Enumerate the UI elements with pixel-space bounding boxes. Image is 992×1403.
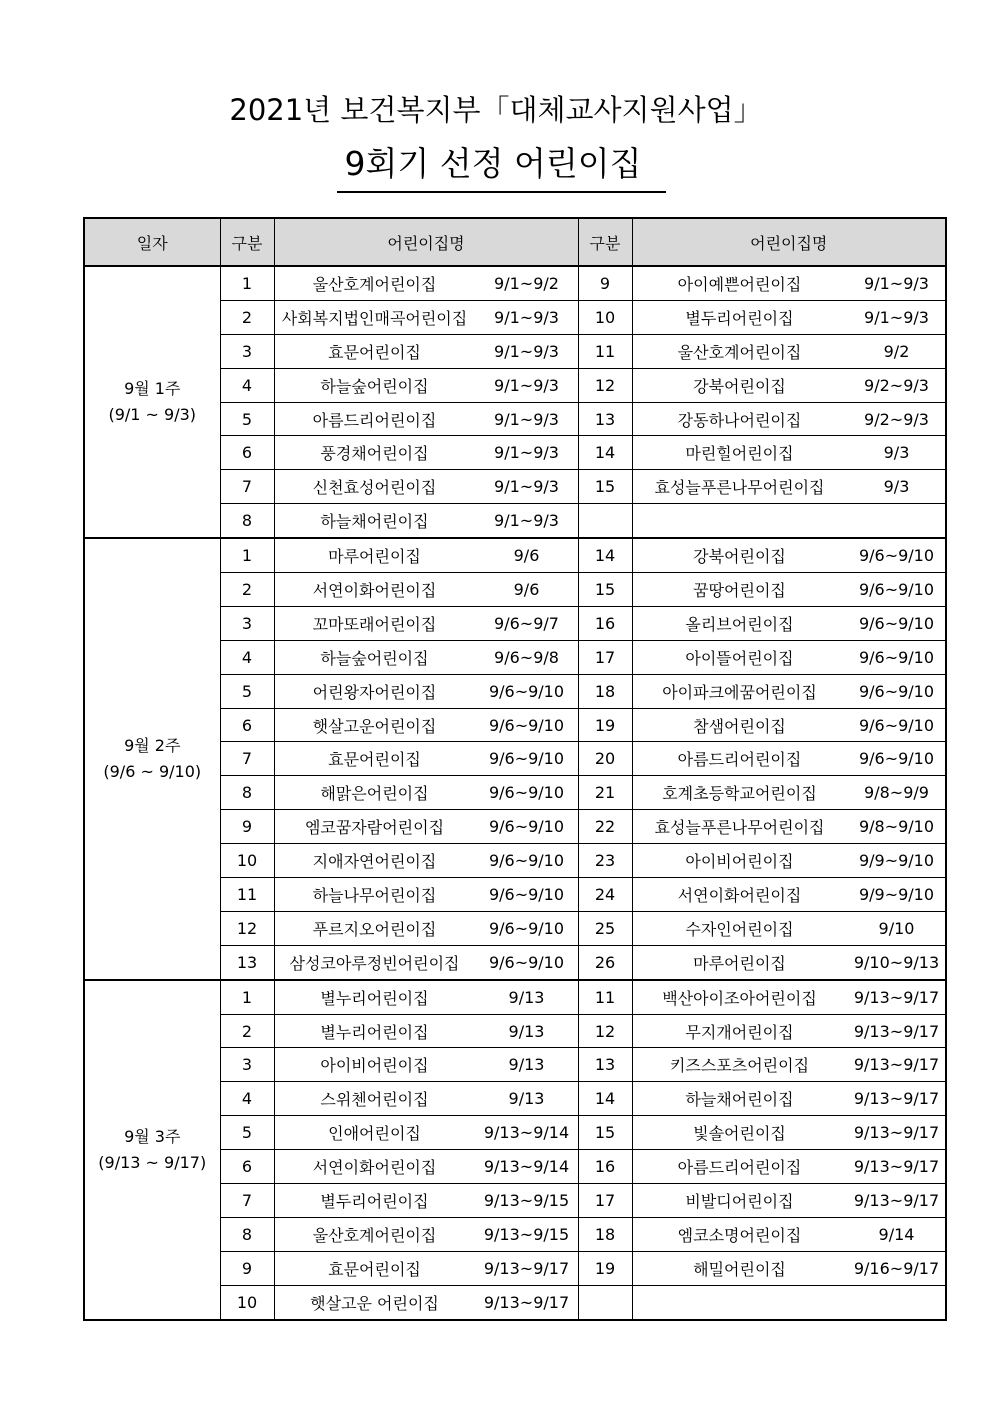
center-dates: 9/1~9/3 [494,511,559,531]
center-name: 엠코소명어린이집 [677,1225,802,1245]
division-number [578,504,632,538]
center-name: 마린힐어린이집 [685,444,794,464]
center-name: 서연이화어린이집 [312,580,437,600]
division-number: 4 [220,368,274,402]
center-name: 해밀어린이집 [693,1259,786,1279]
center-dates: 9/6~9/10 [488,715,565,735]
center-dates: 9/6~9/10 [858,579,935,599]
center-dates: 9/13~9/15 [483,1190,570,1210]
center-dates: 9/6~9/10 [488,749,565,769]
division-number: 14 [578,538,632,572]
center-name: 별누리어린이집 [320,988,429,1008]
center-dates: 9/8~9/9 [864,783,929,803]
center-dates: 9/1~9/3 [494,409,559,429]
division-number: 11 [578,334,632,368]
center-name: 풍경채어린이집 [320,444,429,464]
division-number: 15 [578,573,632,607]
center-cell [632,368,946,402]
center-name: 아름드리어린이집 [312,410,437,430]
center-cell [274,300,578,334]
week-range: (9/13 ~ 9/17) [98,1152,207,1172]
center-dates: 9/6 [513,546,540,566]
division-number: 25 [578,911,632,945]
center-cell [632,945,946,979]
center-name: 수자인어린이집 [685,919,794,939]
division-number: 7 [220,742,274,776]
center-cell [632,606,946,640]
center-cell [632,436,946,470]
center-cell [274,538,578,572]
center-cell [632,1014,946,1048]
center-name: 하늘숲어린이집 [320,376,429,396]
week-group [84,538,946,980]
division-number: 3 [220,606,274,640]
center-dates: 9/6~9/10 [858,715,935,735]
center-dates: 9/1~9/3 [494,477,559,497]
center-dates: 9/13 [508,1055,545,1075]
center-name: 아름드리어린이집 [677,1158,802,1178]
center-name: 햇살고운 어린이집 [310,1293,439,1313]
center-cell [274,1116,578,1150]
center-dates: 9/13~9/14 [483,1123,570,1143]
document-subtitle [0,138,992,193]
center-name: 해맑은어린이집 [320,784,429,804]
center-name: 효성늘푸른나무어린이집 [654,478,825,498]
center-dates: 9/13 [508,987,545,1007]
division-number: 23 [578,844,632,878]
division-number: 1 [220,538,274,572]
table-header-row [84,218,946,266]
center-name: 엠코꿈자람어린이집 [304,818,445,838]
center-name: 강북어린이집 [693,376,786,396]
center-cell [632,538,946,572]
center-dates: 9/6 [513,579,540,599]
center-cell [632,300,946,334]
division-number: 3 [220,1048,274,1082]
center-dates: 9/6~9/7 [494,613,559,633]
division-number: 17 [578,640,632,674]
header-name-1: 어린이집명 [274,218,578,266]
center-dates: 9/13~9/17 [483,1258,570,1278]
center-dates: 9/10~9/13 [853,952,940,972]
center-cell [632,980,946,1014]
division-number: 17 [578,1184,632,1218]
center-cell [632,674,946,708]
center-name: 아이비어린이집 [320,1056,429,1076]
center-dates: 9/2~9/3 [864,375,929,395]
center-name: 푸르지오어린이집 [312,919,437,939]
center-name: 하늘채어린이집 [685,1090,794,1110]
division-number: 16 [578,606,632,640]
table-row [84,538,946,572]
center-name: 아이파크에꿈어린이집 [662,682,817,702]
center-dates: 9/6~9/10 [488,851,565,871]
center-dates: 9/6~9/10 [488,817,565,837]
center-dates: 9/6~9/10 [858,613,935,633]
center-cell [274,1184,578,1218]
center-cell [274,1082,578,1116]
center-cell [632,640,946,674]
center-cell [632,402,946,436]
center-dates: 9/2 [883,341,910,361]
center-dates: 9/6~9/8 [494,647,559,667]
division-number: 8 [220,504,274,538]
division-number: 9 [220,1251,274,1285]
center-name: 아름드리어린이집 [677,750,802,770]
center-name: 효문어린이집 [328,1259,421,1279]
division-number: 2 [220,573,274,607]
table-row [84,980,946,1014]
center-dates: 9/13~9/17 [853,1190,940,1210]
center-name: 삼성코아루정빈어린이집 [289,953,460,973]
header-name-2: 어린이집명 [632,218,946,266]
center-name: 울산호계어린이집 [312,274,437,294]
center-name: 강북어린이집 [693,547,786,567]
center-cell [632,878,946,912]
division-number: 14 [578,1082,632,1116]
division-number: 15 [578,1116,632,1150]
center-name: 효문어린이집 [328,750,421,770]
division-number: 11 [578,980,632,1014]
center-cell [274,266,578,300]
center-name: 참샘어린이집 [693,716,786,736]
center-dates: 9/6~9/10 [858,647,935,667]
division-number: 16 [578,1150,632,1184]
center-name: 비발디어린이집 [685,1191,794,1211]
center-name: 하늘나무어린이집 [312,885,437,905]
center-dates: 9/1~9/3 [864,273,929,293]
center-dates: 9/6~9/10 [488,884,565,904]
center-name: 서연이화어린이집 [312,1158,437,1178]
center-cell [274,708,578,742]
center-name: 꼬마또래어린이집 [312,614,437,634]
center-name: 마루어린이집 [328,547,421,567]
center-dates: 9/6~9/10 [488,681,565,701]
division-number: 8 [220,776,274,810]
center-dates: 9/10 [878,918,915,938]
division-number: 5 [220,1116,274,1150]
division-number: 20 [578,742,632,776]
center-name: 아이예쁜어린이집 [677,274,802,294]
center-cell [274,470,578,504]
center-name: 별누리어린이집 [320,1022,429,1042]
center-cell [274,911,578,945]
center-cell [274,504,578,538]
division-number: 10 [220,844,274,878]
division-number: 13 [578,1048,632,1082]
center-name: 마루어린이집 [693,953,786,973]
center-name: 빛솔어린이집 [693,1124,786,1144]
center-dates: 9/13~9/17 [483,1292,570,1312]
center-dates: 9/3 [883,443,910,463]
center-cell [632,1184,946,1218]
center-dates: 9/6~9/10 [488,783,565,803]
division-number: 19 [578,1251,632,1285]
division-number [578,1285,632,1319]
center-cell [274,980,578,1014]
center-cell [274,810,578,844]
center-cell [632,776,946,810]
week-range: (9/6 ~ 9/10) [103,761,202,781]
center-cell [632,1082,946,1116]
center-name: 신천효성어린이집 [312,478,437,498]
week-label: 9월 1주 [124,379,181,399]
center-cell [274,402,578,436]
center-dates: 9/13~9/17 [853,1055,940,1075]
division-number: 10 [578,300,632,334]
center-dates: 9/9~9/10 [858,884,935,904]
center-cell [274,742,578,776]
division-number: 2 [220,300,274,334]
division-number: 9 [578,266,632,300]
center-cell [274,573,578,607]
division-number: 3 [220,334,274,368]
division-number: 6 [220,436,274,470]
center-name: 백산아이조아어린이집 [662,988,817,1008]
division-number: 18 [578,1217,632,1251]
division-number: 13 [220,945,274,979]
center-name: 별두리어린이집 [685,308,794,328]
center-cell [274,1217,578,1251]
division-number: 18 [578,674,632,708]
center-cell [632,1048,946,1082]
center-name: 올리브어린이집 [685,614,794,634]
center-dates: 9/1~9/3 [494,341,559,361]
center-cell [274,334,578,368]
division-number: 11 [220,878,274,912]
division-number: 26 [578,945,632,979]
center-name: 울산호계어린이집 [677,342,802,362]
center-name: 효문어린이집 [328,342,421,362]
document-title: 2021년 보건복지부「대체교사지원사업」 [229,93,763,127]
center-name: 강동하나어린이집 [677,410,802,430]
center-cell [274,1014,578,1048]
center-name: 꿈땅어린이집 [693,580,786,600]
division-number: 13 [578,402,632,436]
center-name: 지애자연어린이집 [312,852,437,872]
center-dates: 9/2~9/3 [864,409,929,429]
center-dates: 9/6~9/10 [488,952,565,972]
center-name: 하늘숲어린이집 [320,648,429,668]
center-cell [274,368,578,402]
center-cell [274,1150,578,1184]
document-subtitle-text: 9회기 선정 어린이집 [337,138,666,193]
center-cell [274,606,578,640]
division-number: 6 [220,1150,274,1184]
center-name: 인애어린이집 [328,1124,421,1144]
center-cell [632,470,946,504]
division-number: 1 [220,980,274,1014]
division-number: 5 [220,674,274,708]
division-number: 19 [578,708,632,742]
center-dates: 9/6~9/10 [858,749,935,769]
division-number: 2 [220,1014,274,1048]
center-cell [274,674,578,708]
week-date-cell [84,266,220,538]
center-cell [632,1116,946,1150]
center-name: 서연이화어린이집 [677,885,802,905]
week-date-cell [84,538,220,980]
center-cell [632,1285,946,1319]
center-cell [632,1217,946,1251]
center-name: 아이뜰어린이집 [685,648,794,668]
center-dates: 9/3 [883,477,910,497]
division-number: 10 [220,1285,274,1319]
center-name: 아이비어린이집 [685,852,794,872]
center-name: 효성늘푸른나무어린이집 [654,818,825,838]
center-dates: 9/13~9/17 [853,1157,940,1177]
center-cell [274,878,578,912]
center-cell [632,1150,946,1184]
center-dates: 9/1~9/3 [494,443,559,463]
center-dates: 9/6~9/10 [858,546,935,566]
week-label: 9월 2주 [124,735,181,755]
center-name: 무지개어린이집 [685,1022,794,1042]
center-cell [632,911,946,945]
center-dates: 9/9~9/10 [858,851,935,871]
center-dates: 9/13~9/17 [853,1089,940,1109]
center-dates: 9/13~9/17 [853,987,940,1007]
division-number: 7 [220,470,274,504]
center-cell [274,640,578,674]
header-date: 일자 [84,218,220,266]
center-dates: 9/16~9/17 [853,1258,940,1278]
center-dates: 9/1~9/3 [494,307,559,327]
center-name: 별두리어린이집 [320,1191,429,1211]
center-cell [632,708,946,742]
division-number: 8 [220,1217,274,1251]
center-name: 키즈스포츠어린이집 [669,1056,810,1076]
division-number: 15 [578,470,632,504]
center-dates: 9/1~9/3 [494,375,559,395]
center-cell [632,1251,946,1285]
center-cell [632,334,946,368]
center-dates: 9/13 [508,1089,545,1109]
center-name: 호계초등학교어린이집 [662,784,817,804]
center-name: 햇살고운어린이집 [312,716,437,736]
center-cell [632,266,946,300]
week-range: (9/1 ~ 9/3) [108,405,197,425]
center-cell [274,1048,578,1082]
center-cell [632,742,946,776]
center-name: 하늘채어린이집 [320,512,429,532]
center-dates: 9/6~9/10 [488,918,565,938]
center-dates: 9/13~9/17 [853,1021,940,1041]
division-number: 12 [220,911,274,945]
week-group [84,980,946,1320]
header-division-1: 구분 [220,218,274,266]
division-number: 24 [578,878,632,912]
center-dates: 9/1~9/3 [864,307,929,327]
center-cell [632,573,946,607]
center-name: 스위첸어린이집 [320,1090,429,1110]
division-number: 21 [578,776,632,810]
center-dates: 9/13~9/15 [483,1224,570,1244]
center-cell [274,1251,578,1285]
division-number: 12 [578,1014,632,1048]
table-row [84,266,946,300]
center-cell [274,436,578,470]
center-name: 울산호계어린이집 [312,1225,437,1245]
division-number: 12 [578,368,632,402]
center-cell [632,844,946,878]
division-number: 9 [220,810,274,844]
week-date-cell [84,980,220,1320]
division-number: 1 [220,266,274,300]
center-dates: 9/13~9/14 [483,1157,570,1177]
week-label: 9월 3주 [124,1126,181,1146]
division-number: 14 [578,436,632,470]
week-group [84,266,946,538]
division-number: 7 [220,1184,274,1218]
center-dates: 9/8~9/10 [858,817,935,837]
center-dates: 9/1~9/2 [494,273,559,293]
center-name: 사회복지법인매곡어린이집 [281,308,468,328]
center-cell [274,776,578,810]
header-division-2: 구분 [578,218,632,266]
center-cell [632,504,946,538]
center-name: 어린왕자어린이집 [312,682,437,702]
division-number: 6 [220,708,274,742]
center-dates: 9/13 [508,1021,545,1041]
center-dates: 9/6~9/10 [858,681,935,701]
center-cell [274,1285,578,1319]
center-dates: 9/14 [878,1224,915,1244]
division-number: 4 [220,1082,274,1116]
center-cell [274,844,578,878]
center-dates: 9/13~9/17 [853,1123,940,1143]
division-number: 5 [220,402,274,436]
division-number: 4 [220,640,274,674]
selection-table [83,217,947,1321]
center-cell [632,810,946,844]
division-number: 22 [578,810,632,844]
center-cell [274,945,578,979]
